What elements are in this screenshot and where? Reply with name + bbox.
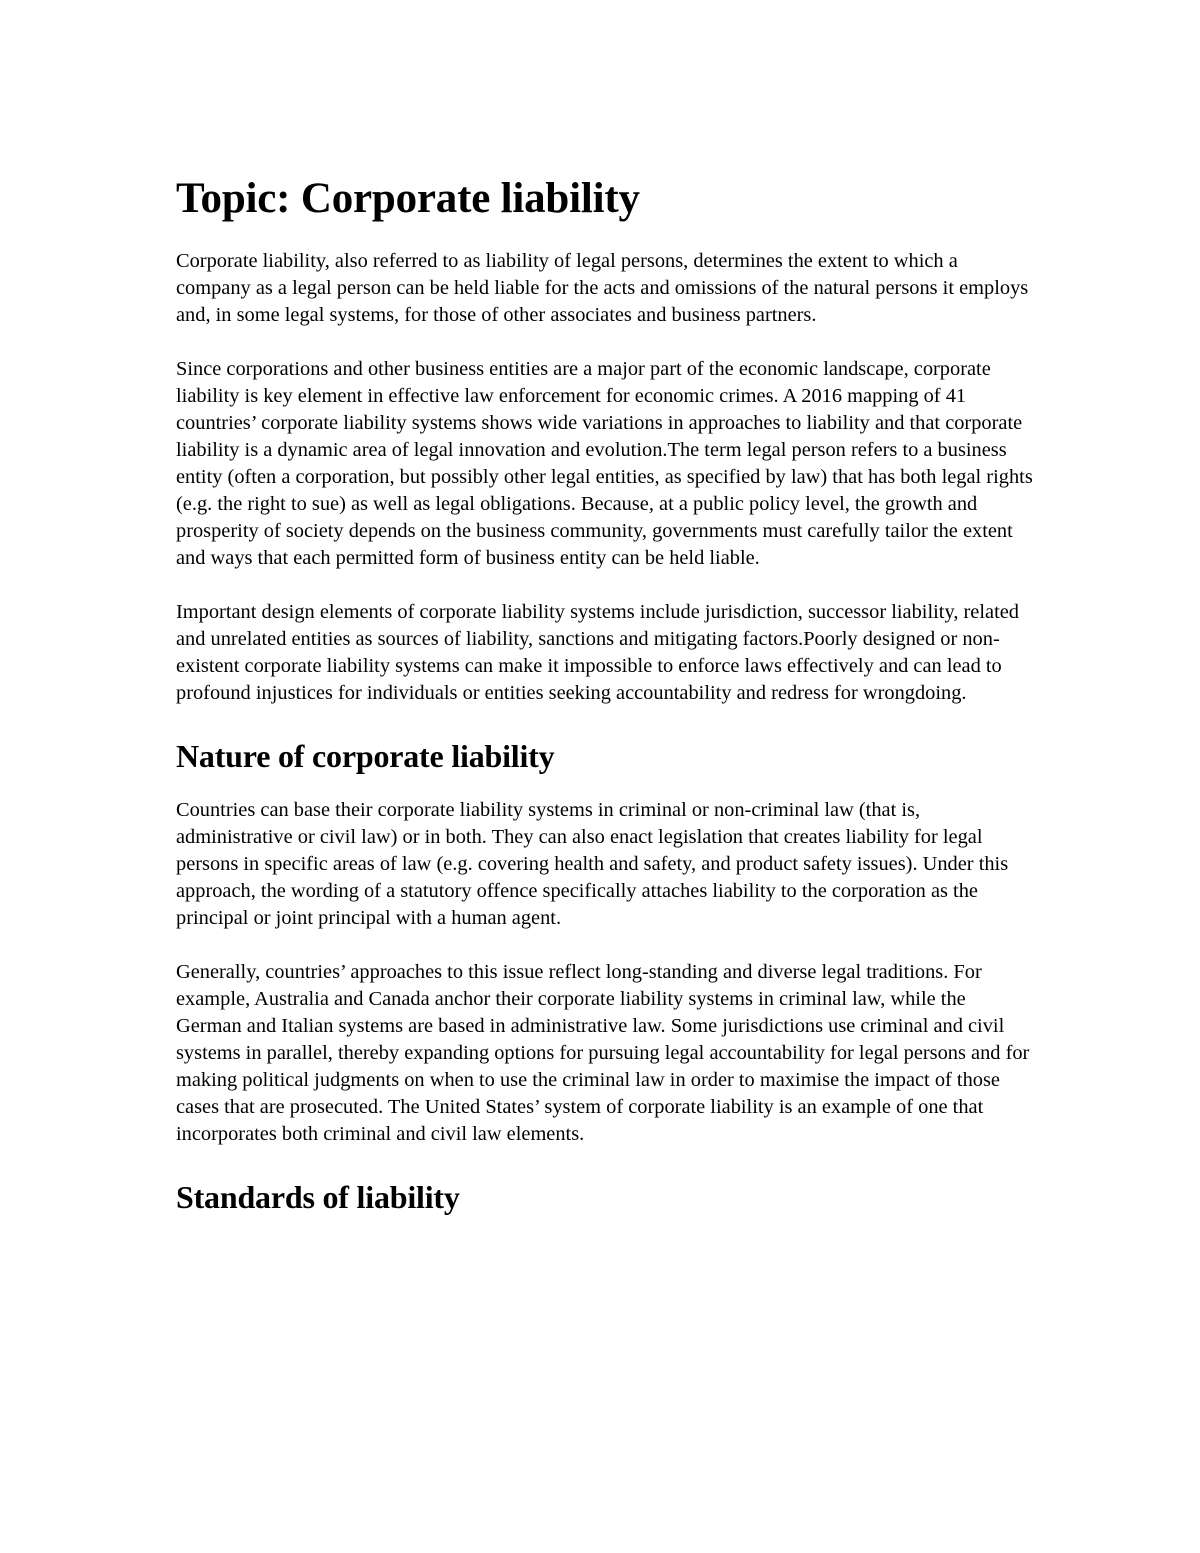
section-heading-nature: Nature of corporate liability [176,738,555,774]
intro-paragraph-2: Since corporations and other business entities are a major part of the economic landscape, corporate liability is key element in effective law enforcement for economic crimes. A 2016 mapping of 41 countries’ corporate liability systems shows wide variations in approaches to liability and that corporate liability is a dynamic area of legal innovation and evolution.The term legal person refers to a business entity (often a corporation, but possibly other legal entities, as specified by law) that has both legal rights (e.g. the right to sue) as well as legal obligations. Because, at a public policy level, the growth and prosperity of society depends on the business community, governments must carefully tailor the extent and ways that each permitted form of business entity can be held liable. [176,358,1033,569]
intro-paragraph-1: Corporate liability, also referred to as liability of legal persons, determines the extent to which a company as a legal person can be held liable for the acts and omissions of the natural persons it employs and, in some legal systems, for those of other associates and business partners. [176,250,1029,326]
nature-paragraph-2: Generally, countries’ approaches to this issue reflect long-standing and diverse legal traditions. For example, Australia and Canada anchor their corporate liability systems in criminal law, while the German and Italian systems are based in administrative law. Some jurisdictions use criminal and civil systems in parallel, thereby expanding options for pursuing legal accountability for legal persons and for making political judgments on when to use the criminal law in order to maximise the impact of those cases that are prosecuted. The United States’ system of corporate liability is an example of one that incorporates both criminal and civil law elements. [176,961,1030,1145]
page-title: Topic: Corporate liability [176,175,640,222]
intro-paragraph-3: Important design elements of corporate liability systems include jurisdiction, successor liability, related and unrelated entities as sources of liability, sanctions and mitigating factors.Poorly designed or non-existent corporate liability systems can make it impossible to enforce laws effectively and can lead to profound injustices for individuals or entities seeking accountability and redress for wrongdoing. [176,601,1019,704]
nature-paragraph-1: Countries can base their corporate liability systems in criminal or non-criminal law (that is, administrative or civil law) or in both. They can also enact legislation that creates liability for legal persons in specific areas of law (e.g. covering health and safety, and product safety issues). Under this approach, the wording of a statutory offence specifically attaches liability to the corporation as the principal or joint principal with a human agent. [176,799,1009,929]
section-heading-standards: Standards of liability [176,1179,460,1215]
document-page [176,170,1036,1238]
